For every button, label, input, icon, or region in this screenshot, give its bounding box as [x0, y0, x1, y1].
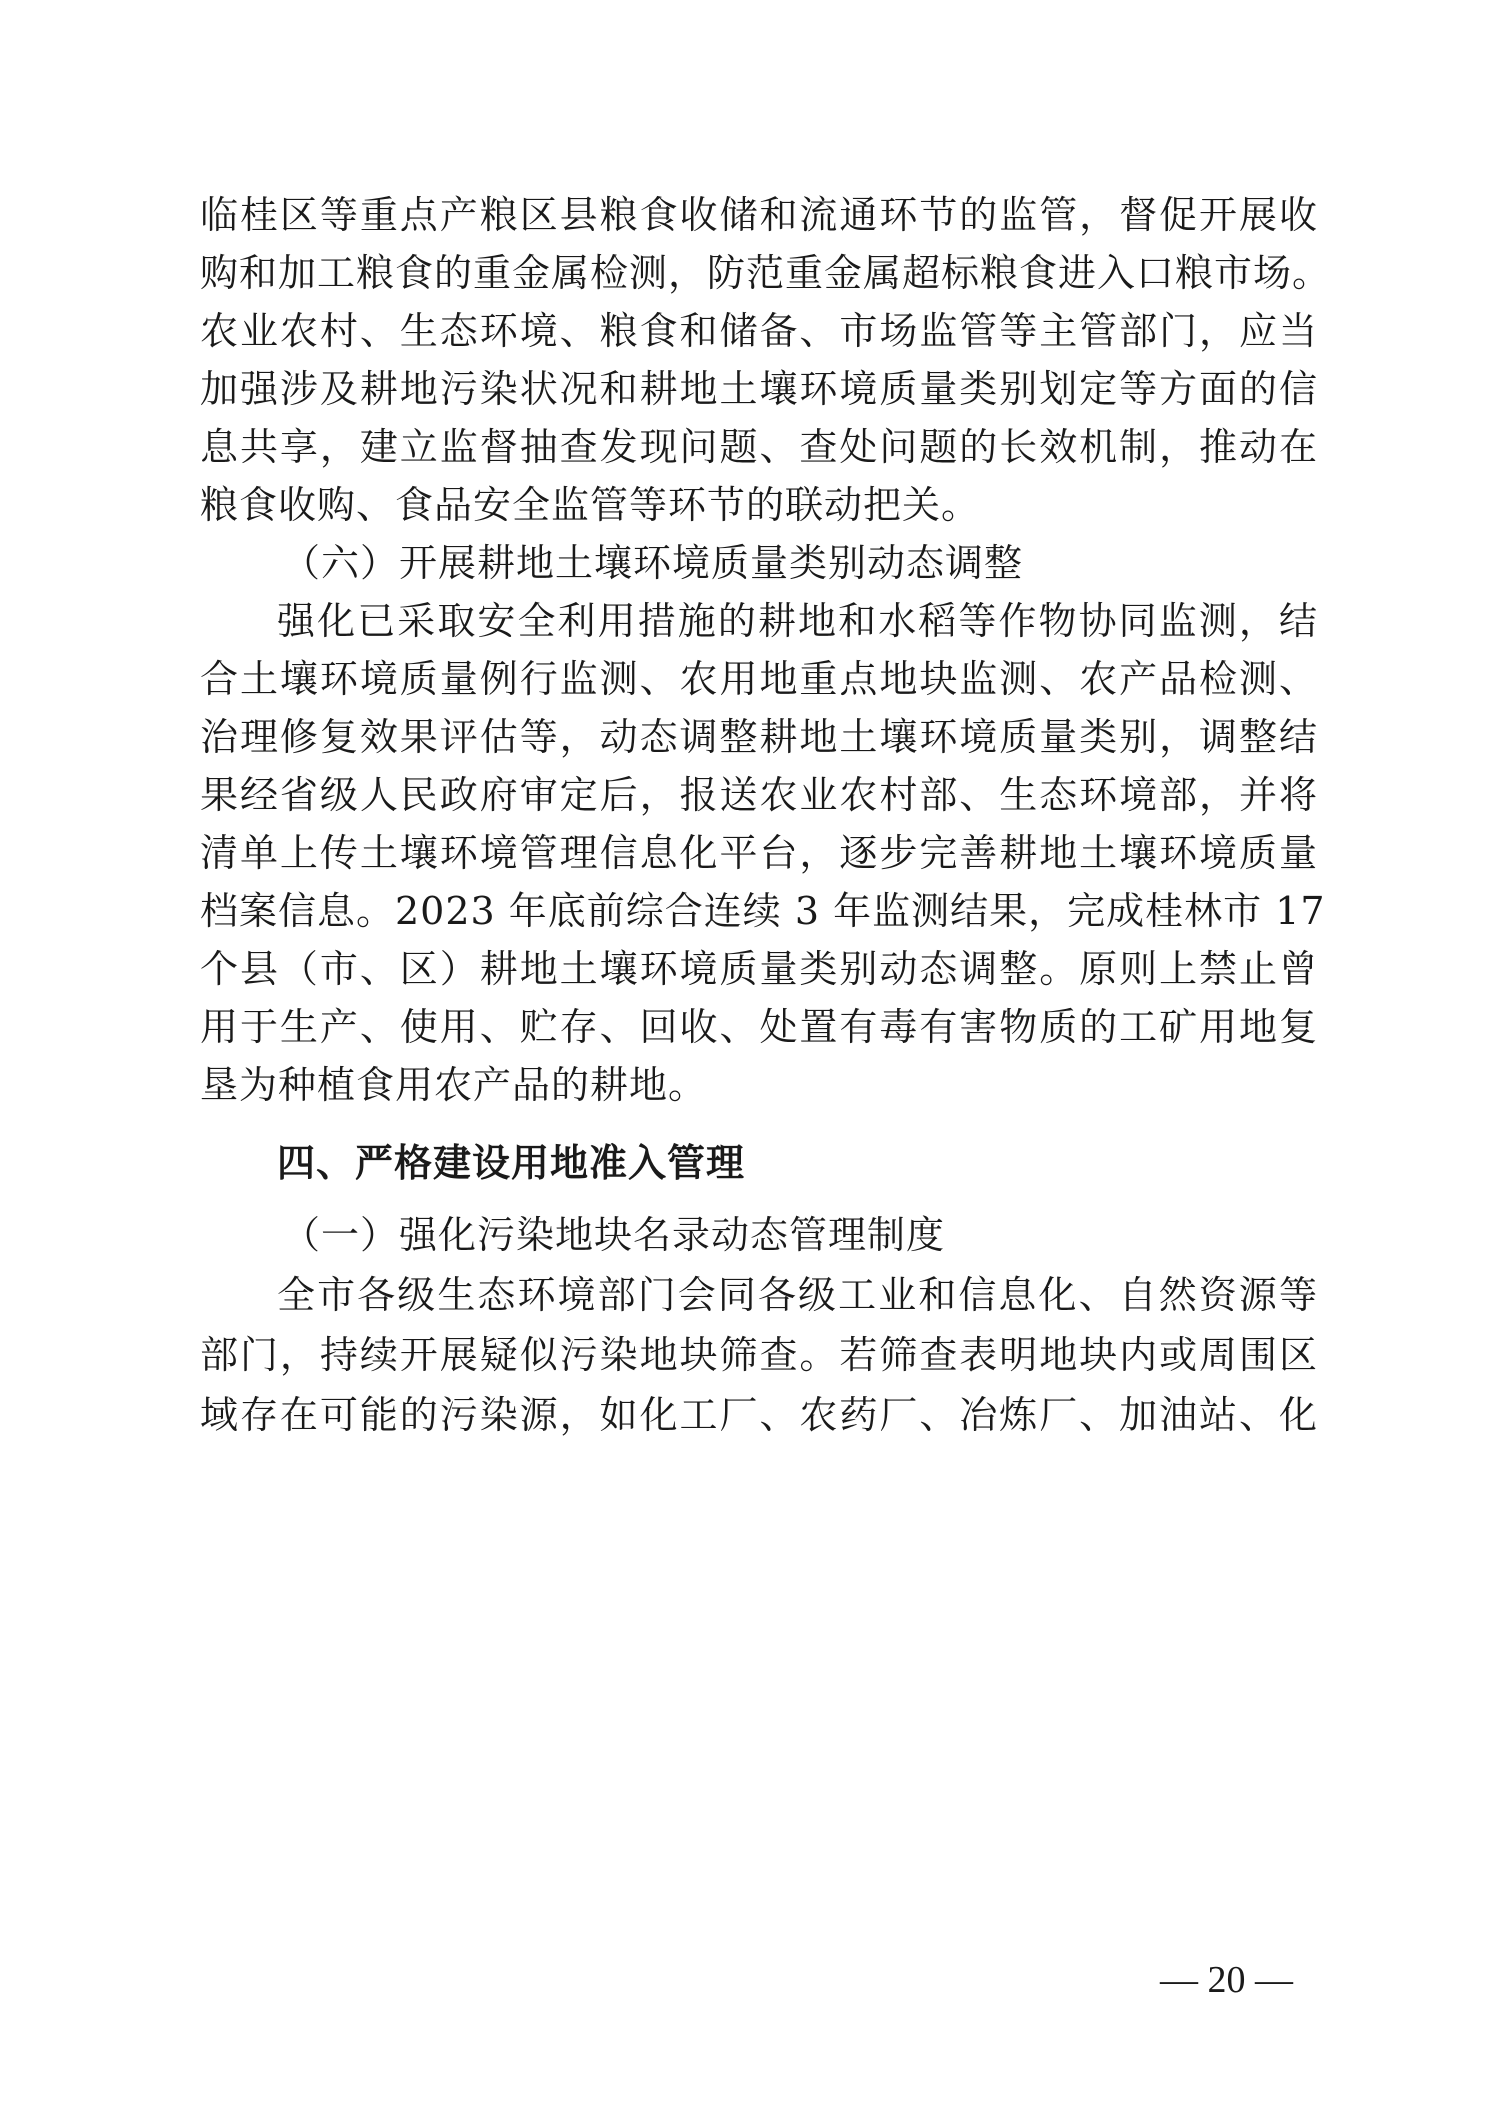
- paragraph-line: 档案信息。2023 年底前综合连续 3 年监测结果，完成桂林市 17: [200, 889, 1326, 933]
- section-heading: 四、严格建设用地准入管理: [277, 1141, 746, 1185]
- page-number: — 20 —: [1160, 1959, 1293, 2001]
- paragraph-line: 治理修复效果评估等，动态调整耕地土壤环境质量类别，调整结: [200, 715, 1318, 759]
- paragraph-line: 用于生产、使用、贮存、回收、处置有毒有害物质的工矿用地复: [200, 1005, 1318, 1049]
- paragraph-line: 购和加工粮食的重金属检测，防范重金属超标粮食进入口粮市场。: [200, 251, 1332, 295]
- paragraph-line: 全市各级生态环境部门会同各级工业和信息化、自然资源等: [277, 1273, 1318, 1317]
- subheading-1: （一）强化污染地块名录动态管理制度: [282, 1213, 946, 1257]
- paragraph-line: 农业农村、生态环境、粮食和储备、市场监管等主管部门，应当: [200, 309, 1318, 353]
- paragraph-line: 个县（市、区）耕地土壤环境质量类别动态调整。原则上禁止曾: [200, 947, 1318, 991]
- subheading-6: （六）开展耕地土壤环境质量类别动态调整: [282, 541, 1024, 585]
- paragraph-line: 临桂区等重点产粮区县粮食收储和流通环节的监管，督促开展收: [200, 193, 1318, 237]
- paragraph-line: 合土壤环境质量例行监测、农用地重点地块监测、农产品检测、: [200, 657, 1318, 701]
- paragraph-line: 清单上传土壤环境管理信息化平台，逐步完善耕地土壤环境质量: [200, 831, 1318, 875]
- paragraph-line: 粮食收购、食品安全监管等环节的联动把关。: [200, 483, 981, 527]
- paragraph-line: 域存在可能的污染源，如化工厂、农药厂、冶炼厂、加油站、化: [200, 1393, 1318, 1437]
- paragraph-line: 垦为种植食用农产品的耕地。: [200, 1063, 708, 1107]
- paragraph-line: 果经省级人民政府审定后，报送农业农村部、生态环境部，并将: [200, 773, 1318, 817]
- paragraph-line: 加强涉及耕地污染状况和耕地土壤环境质量类别划定等方面的信: [200, 367, 1318, 411]
- paragraph-line: 息共享，建立监督抽查发现问题、查处问题的长效机制，推动在: [200, 425, 1318, 469]
- paragraph-line: 强化已采取安全利用措施的耕地和水稻等作物协同监测，结: [277, 599, 1318, 643]
- paragraph-line: 部门，持续开展疑似污染地块筛查。若筛查表明地块内或周围区: [200, 1333, 1318, 1377]
